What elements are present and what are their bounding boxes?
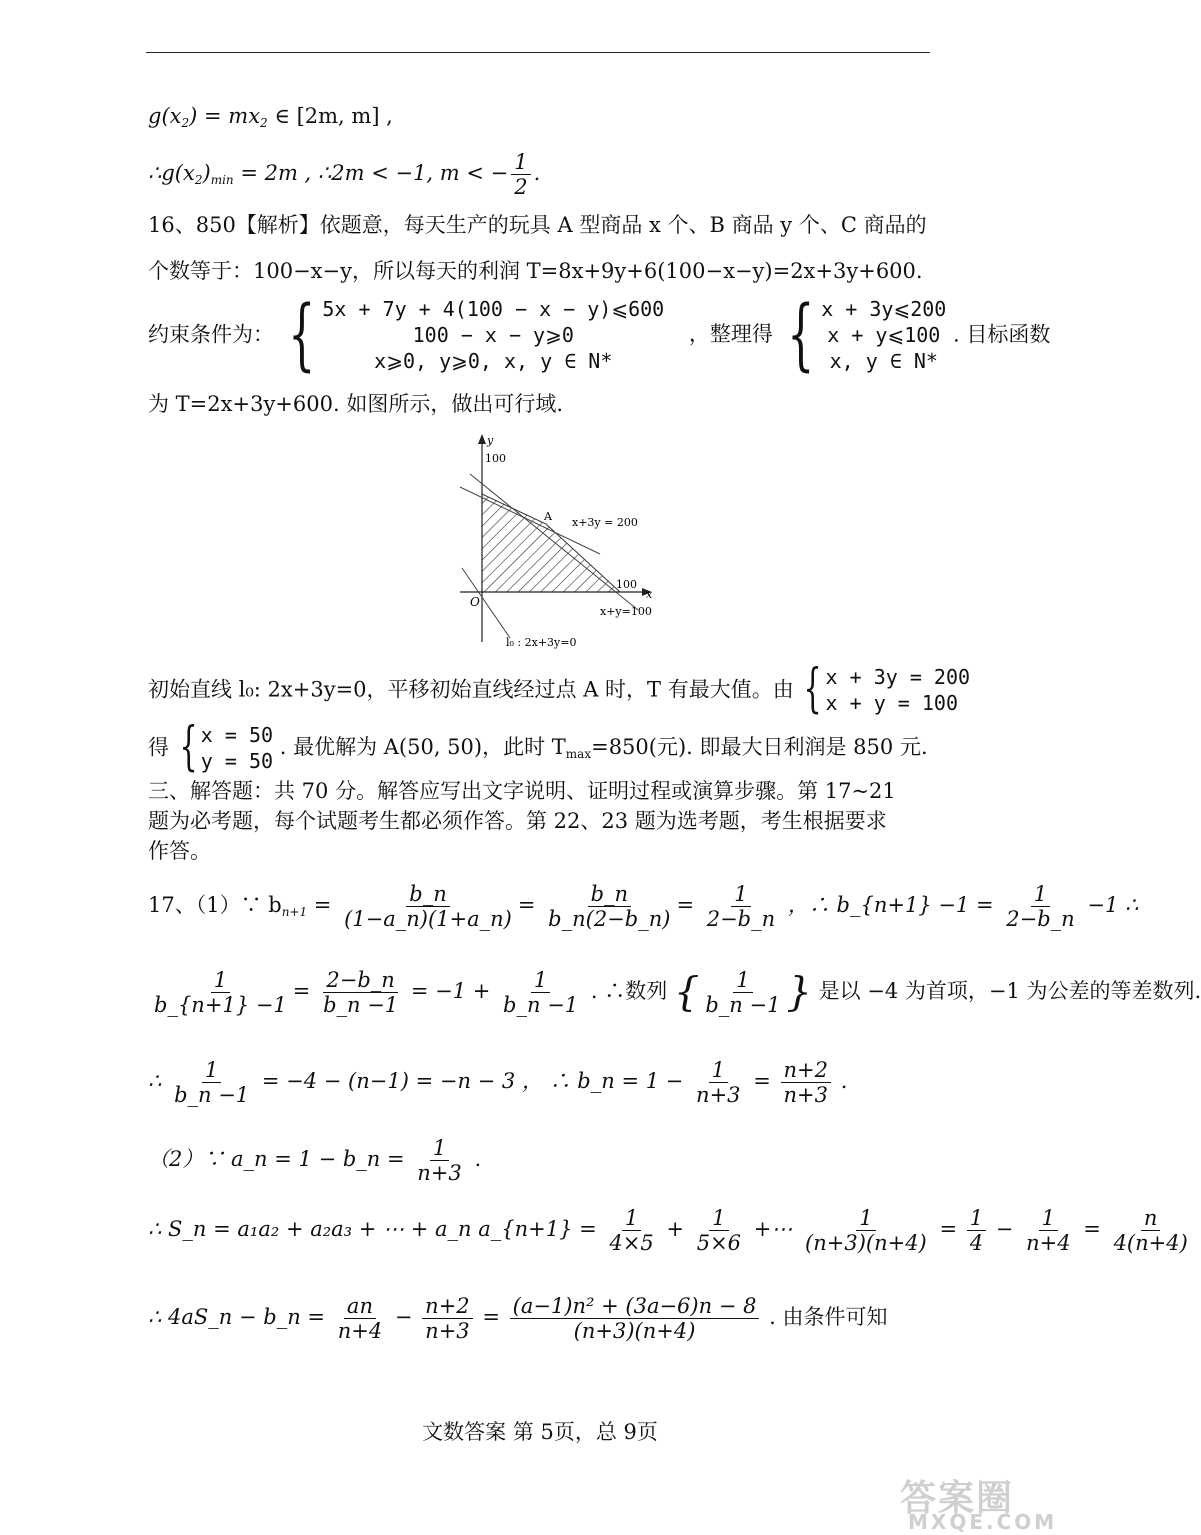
formula-g-x2: $g(x_2) = mx_2$ ∈ [2m, m] , bbox=[148, 104, 393, 130]
feasible-region bbox=[482, 494, 620, 592]
q16-text-5: 得 { x = 50 y = 50 . 最优解为 A(50, 50)，此时 $T_{max}=850$(元). 即最大日利润是 850 元. bbox=[148, 717, 928, 778]
q17-part-2: （2）∵ a_n = 1 − b_n = $\frac{1}{n+3}$ . bbox=[148, 1136, 482, 1186]
section-3-line-1: 三、解答题：共 70 分。解答应写出文字说明、证明过程或演算步骤。第 17~21 bbox=[148, 779, 896, 803]
x-100-label: 100 bbox=[616, 578, 637, 591]
formula-g-min: $\therefore g(x_2)_{min} = 2m$ , ∴2m < −1, m < − $\frac{1}{2}$ . bbox=[148, 150, 541, 200]
origin-label: O bbox=[470, 595, 480, 609]
q17-4asn-line: ∴ 4aS_n − b_n = $\frac{an}{n+4}$ − $\frac{n+2}{n+3}$ = $\frac{\text{(a−1)n² + (3a−6)n − 8}}{(n+3)(n+4)}$ . 由条件可知 bbox=[148, 1294, 888, 1344]
q17-sum-line: ∴ S_n = a₁a₂ + a₂a₃ + ⋯ + a_n a_{n+1} = $\frac{1}{4\times 5}$ + $\frac{1}{5\times 6}$ +⋯ $\frac{1}{(n+3)(n+4)}$ = $\frac{1}{4}$ − $\frac{1}{n+4}$ = $\frac{n}{4(n+4)}$ bbox=[148, 1206, 1188, 1256]
q16-text-1: 16、850【解析】依题意，每天生产的玩具 A 型商品 x 个、B 商品 y 个、C 商品的 bbox=[148, 213, 927, 237]
y-axis-arrow bbox=[478, 434, 486, 444]
q16-text-2: 个数等于：100−x−y，所以每天的利润 T=8x+9y+6(100−x−y)=2x+3y+600. bbox=[148, 259, 923, 283]
q17-line-1: 17、（1）∵ $b_{n+1}$ = $\frac{b\_n}{(1-a\_n)(1+a\_n)}$ = $\frac{b\_n}{b\_n(2-b\_n)}$ = $\frac{1}{2-b\_n}$ ，∴ b_{n+1} −1 = $\frac{1}{2-b\_n}$ −1 ∴ bbox=[148, 882, 1139, 932]
solution-system: { x = 50 y = 50 bbox=[179, 717, 274, 778]
line-x-y-100-label: x+y=100 bbox=[600, 605, 652, 618]
section-3-line-2: 题为必考题，每个试题考生都必须作答。第 22、23 题为选考题，考生根据要求 bbox=[148, 809, 887, 833]
q17-line-2: $\frac{1}{b\_\{n+1\} -1}$ = $\frac{2-b\_n}{b\_n -1}$ = −1 + $\frac{1}{b\_n -1}$ . ∴数列 { $\frac{1}{b\_n -1}$ } 是以 −4 为首项，−1 为公差的等差数列. bbox=[154, 968, 1201, 1018]
q16-constraints: 约束条件为： { 5x + 7y + 4(100 − x − y)⩽600 100 − x − y⩾0 x⩾0, y⩾0, x, y ∈ N* ，整理得 { x + 3y⩽200 x + y⩽100 x, y ∈ N* . 目标函数 bbox=[148, 289, 1051, 380]
equation-system-1: { x + 3y = 200 x + y = 100 bbox=[803, 659, 971, 720]
x-label: x bbox=[646, 588, 653, 601]
y-100-label: 100 bbox=[485, 452, 506, 465]
constraint-system-1: { 5x + 7y + 4(100 − x − y)⩽600 100 − x − y⩾0 x⩾0, y⩾0, x, y ∈ N* bbox=[287, 289, 665, 380]
section-3-line-3: 作答。 bbox=[148, 839, 211, 863]
watermark: 答案圈 MXQE.COM bbox=[900, 1478, 1058, 1534]
q16-text-4: 初始直线 l₀: 2x+3y=0，平移初始直线经过点 A 时，T 有最大值。由 { x + 3y = 200 x + y = 100 bbox=[148, 659, 971, 720]
feasible-region-figure bbox=[440, 432, 680, 652]
line-l0-label: l₀ : 2x+3y=0 bbox=[506, 636, 577, 649]
line-x-3y-200-label: x+3y = 200 bbox=[572, 516, 638, 529]
q17-line-3: ∴ $\frac{1}{b\_n -1}$ = −4 − (n−1) = −n − 3 ， ∴ b_n = 1 − $\frac{1}{n+3}$ = $\frac{n+2}{n+3}$ . bbox=[148, 1058, 848, 1108]
page-footer: 文数答案 第 5页，总 9页 bbox=[422, 1420, 658, 1444]
constraint-system-2: { x + 3y⩽200 x + y⩽100 x, y ∈ N* bbox=[786, 289, 947, 380]
point-a-label: A bbox=[544, 510, 552, 523]
y-label: y bbox=[487, 434, 494, 447]
header-rule bbox=[146, 52, 930, 53]
q16-text-3: 为 T=2x+3y+600. 如图所示，做出可行域. bbox=[148, 392, 564, 416]
